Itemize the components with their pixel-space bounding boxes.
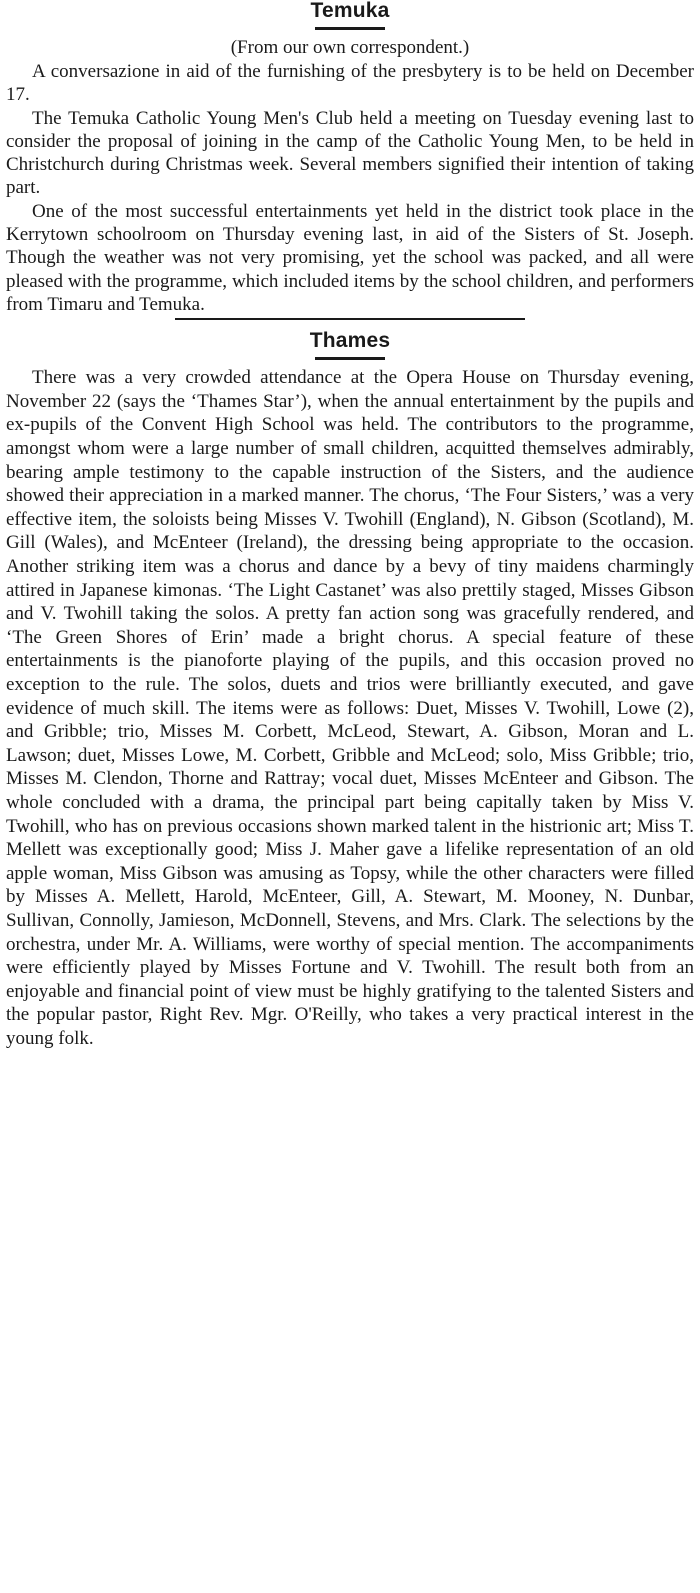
newspaper-column xyxy=(6,0,694,1593)
section-title-thames: Thames xyxy=(309,329,391,353)
section-divider xyxy=(175,318,525,320)
paragraph: A conversazione in aid of the furnishing of the presbytery is to be held on December 17. xyxy=(6,61,694,106)
title-underline xyxy=(315,357,385,360)
paragraph: The Temuka Catholic Young Men's Club held a meeting on Tuesday evening last to consider the proposal of joining in the camp of the Catholic Young Men, to be held in Christchurch during Christmas week. Several members signified their intention of taking part. xyxy=(6,107,694,199)
title-underline xyxy=(315,27,385,30)
article-temuka xyxy=(6,0,694,316)
byline: (From our own correspondent.) xyxy=(230,37,470,58)
paragraph: One of the most successful entertainments yet held in the district took place in the Kerrytown schoolroom on Thursday evening last, in aid of the Sisters of St. Joseph. Though the weather was not very promising, yet the school was packed, and all were pleased with the programme, which included items by the school children, and performers from Timaru and Temuka. xyxy=(6,200,694,315)
article-thames xyxy=(6,330,694,1050)
section-title-temuka: Temuka xyxy=(310,0,390,22)
paragraph: There was a very crowded attendance at the Opera House on Thursday evening, November 22 (says the ‘Thames Star’), when the annual entertainment by the pupils and ex-pupils of the Convent High School was held. The contributors to the programme, amongst whom were a large number of small children, acquitted themselves admirably, bearing ample testimony to the capable instruction of the Sisters, and the audience showed their appreciation in a marked manner. The chorus, ‘The Four Sisters,’ was a very effective item, the soloists being Misses V. Twohill (England), N. Gibson (Scotland), M. Gill (Wales), and McEnteer (Ireland), the dressing being appropriate to the occasion. Another striking item was a chorus and dance by a bevy of tiny maidens charmingly attired in Japanese kimonas. ‘The Light Castanet’ was also prettily staged, Misses Gibson and V. Twohill taking the solos. A pretty fan action song was gracefully rendered, and ‘The Green Shores of Erin’ made a bright chorus. A special feature of these entertainments is the pianoforte playing of the pupils, and this occasion proved no exception to the rule. The solos, duets and trios were brilliantly executed, and gave evidence of much skill. The items were as follows: Duet, Misses V. Twohill, Lowe (2), and Gribble; trio, Misses M. Corbett, McLeod, Stewart, A. Gibson, Moran and L. Lawson; duet, Misses Lowe, M. Corbett, Gribble and McLeod; solo, Miss Gribble; trio, Misses M. Clendon, Thorne and Rattray; vocal duet, Misses McEnteer and Gibson. The whole concluded with a drama, the principal part being capitally taken by Miss V. Twohill, who has on previous occasions shown marked talent in the histrionic art; Miss T. Mellett was exceptionally good; Miss J. Maher gave a lifelike representation of an old apple woman, Miss Gibson was amusing as Topsy, while the other characters were filled by Misses A. Mellett, Harold, McEnteer, Gill, A. Stewart, M. Mooney, N. Dunbar, Sullivan, Connolly, Jamieson, McDonnell, Stevens, and Mrs. Clark. The selections by the orchestra, under Mr. A. Williams, were worthy of special mention. The accompaniments were efficiently played by Misses Fortune and V. Twohill. The result both from an enjoyable and financial point of view must be highly gratifying to the talented Sisters and the popular pastor, Right Rev. Mgr. O'Reilly, who takes a very practical interest in the young folk. xyxy=(6,367,694,1049)
